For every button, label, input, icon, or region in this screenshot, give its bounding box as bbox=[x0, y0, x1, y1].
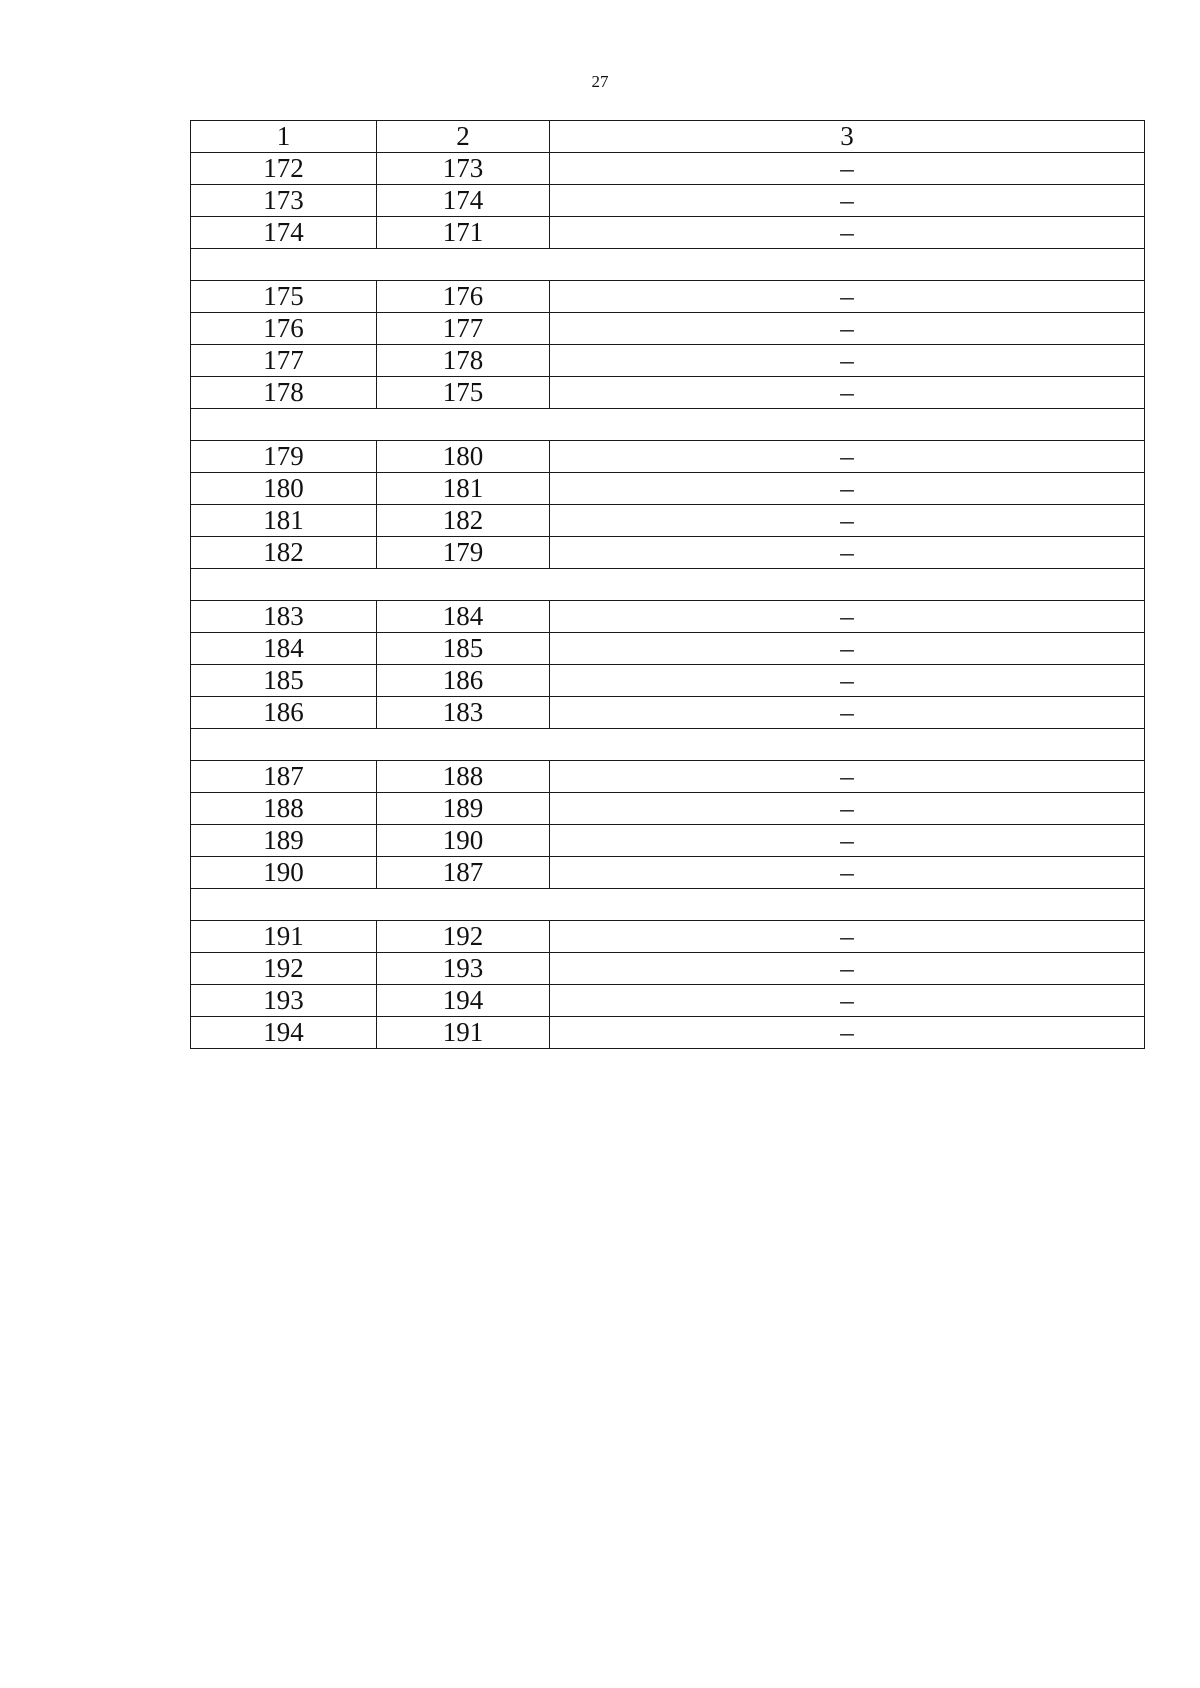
table-row bbox=[191, 505, 1145, 537]
table-cell-col-3: – bbox=[550, 441, 1145, 473]
table-cell-col-2: 179 bbox=[377, 537, 550, 569]
table-cell-col-1: 176 bbox=[191, 313, 377, 345]
table-row bbox=[191, 921, 1145, 953]
group-separator-row bbox=[191, 889, 1145, 921]
table-cell-col-3: – bbox=[550, 217, 1145, 249]
table-cell-col-3: – bbox=[550, 601, 1145, 633]
table-cell-col-3: – bbox=[550, 537, 1145, 569]
table-cell-col-1: 187 bbox=[191, 761, 377, 793]
table-body bbox=[191, 121, 1145, 1049]
group-separator-row bbox=[191, 249, 1145, 281]
table-cell-col-2: 187 bbox=[377, 857, 550, 889]
table-cell-col-3: – bbox=[550, 1017, 1145, 1049]
table-cell-col-2: 185 bbox=[377, 633, 550, 665]
table-cell-col-3: – bbox=[550, 825, 1145, 857]
group-separator-cell bbox=[191, 249, 1145, 281]
table-cell-col-1: 191 bbox=[191, 921, 377, 953]
table-row bbox=[191, 761, 1145, 793]
table-cell-col-3: – bbox=[550, 473, 1145, 505]
table-cell-col-1: 186 bbox=[191, 697, 377, 729]
table-cell-col-1: 172 bbox=[191, 153, 377, 185]
table-cell-col-3: – bbox=[550, 793, 1145, 825]
table-cell-col-3: – bbox=[550, 313, 1145, 345]
group-separator-row bbox=[191, 569, 1145, 601]
table-cell-col-1: 192 bbox=[191, 953, 377, 985]
table-cell-col-2: 193 bbox=[377, 953, 550, 985]
table-cell-col-2: 186 bbox=[377, 665, 550, 697]
table-row bbox=[191, 985, 1145, 1017]
table-header-row bbox=[191, 121, 1145, 153]
table-cell-col-3: – bbox=[550, 985, 1145, 1017]
table-cell-col-3: – bbox=[550, 921, 1145, 953]
table-row bbox=[191, 697, 1145, 729]
table-cell-col-2: 190 bbox=[377, 825, 550, 857]
table-cell-col-3: – bbox=[550, 953, 1145, 985]
table-cell-col-3: – bbox=[550, 505, 1145, 537]
table-row bbox=[191, 825, 1145, 857]
table-cell-col-1: 189 bbox=[191, 825, 377, 857]
table-cell-col-1: 190 bbox=[191, 857, 377, 889]
group-separator-row bbox=[191, 729, 1145, 761]
table-cell-col-1: 184 bbox=[191, 633, 377, 665]
table-row bbox=[191, 473, 1145, 505]
group-separator-cell bbox=[191, 569, 1145, 601]
table-cell-col-1: 182 bbox=[191, 537, 377, 569]
table-cell-col-3: – bbox=[550, 185, 1145, 217]
table-cell-col-2: 188 bbox=[377, 761, 550, 793]
table-cell-col-1: 177 bbox=[191, 345, 377, 377]
table-cell-col-3: – bbox=[550, 697, 1145, 729]
table-row bbox=[191, 633, 1145, 665]
table-cell-col-1: 181 bbox=[191, 505, 377, 537]
connection-table bbox=[190, 120, 1145, 1049]
table-cell-col-2: 177 bbox=[377, 313, 550, 345]
table-cell-col-2: 178 bbox=[377, 345, 550, 377]
table-cell-col-1: 179 bbox=[191, 441, 377, 473]
connection-table-container bbox=[190, 120, 1144, 1049]
table-cell-col-1: 178 bbox=[191, 377, 377, 409]
table-cell-col-2: 180 bbox=[377, 441, 550, 473]
header-cell-col-2: 2 bbox=[377, 121, 550, 153]
table-cell-col-3: – bbox=[550, 345, 1145, 377]
table-cell-col-1: 183 bbox=[191, 601, 377, 633]
table-row bbox=[191, 665, 1145, 697]
table-cell-col-2: 171 bbox=[377, 217, 550, 249]
table-cell-col-2: 173 bbox=[377, 153, 550, 185]
table-row bbox=[191, 441, 1145, 473]
table-cell-col-2: 191 bbox=[377, 1017, 550, 1049]
table-cell-col-2: 182 bbox=[377, 505, 550, 537]
table-row bbox=[191, 185, 1145, 217]
table-cell-col-2: 174 bbox=[377, 185, 550, 217]
table-row bbox=[191, 1017, 1145, 1049]
table-cell-col-3: – bbox=[550, 857, 1145, 889]
table-cell-col-2: 194 bbox=[377, 985, 550, 1017]
group-separator-cell bbox=[191, 729, 1145, 761]
table-cell-col-3: – bbox=[550, 665, 1145, 697]
table-row bbox=[191, 537, 1145, 569]
table-cell-col-2: 189 bbox=[377, 793, 550, 825]
table-cell-col-1: 193 bbox=[191, 985, 377, 1017]
header-cell-col-3: 3 bbox=[550, 121, 1145, 153]
table-row bbox=[191, 857, 1145, 889]
page-number: 27 bbox=[591, 72, 609, 91]
table-row bbox=[191, 153, 1145, 185]
table-cell-col-3: – bbox=[550, 761, 1145, 793]
table-cell-col-2: 181 bbox=[377, 473, 550, 505]
group-separator-row bbox=[191, 409, 1145, 441]
table-cell-col-2: 192 bbox=[377, 921, 550, 953]
table-cell-col-2: 184 bbox=[377, 601, 550, 633]
table-cell-col-2: 175 bbox=[377, 377, 550, 409]
table-cell-col-3: – bbox=[550, 377, 1145, 409]
group-separator-cell bbox=[191, 409, 1145, 441]
table-cell-col-1: 180 bbox=[191, 473, 377, 505]
table-row bbox=[191, 601, 1145, 633]
table-row bbox=[191, 345, 1145, 377]
table-row bbox=[191, 377, 1145, 409]
table-cell-col-2: 183 bbox=[377, 697, 550, 729]
header-cell-col-1: 1 bbox=[191, 121, 377, 153]
table-cell-col-2: 176 bbox=[377, 281, 550, 313]
group-separator-cell bbox=[191, 889, 1145, 921]
table-row bbox=[191, 281, 1145, 313]
table-cell-col-3: – bbox=[550, 633, 1145, 665]
table-cell-col-1: 173 bbox=[191, 185, 377, 217]
table-cell-col-1: 174 bbox=[191, 217, 377, 249]
table-row bbox=[191, 313, 1145, 345]
table-cell-col-1: 194 bbox=[191, 1017, 377, 1049]
table-cell-col-3: – bbox=[550, 281, 1145, 313]
table-row bbox=[191, 953, 1145, 985]
table-cell-col-1: 185 bbox=[191, 665, 377, 697]
table-cell-col-1: 175 bbox=[191, 281, 377, 313]
table-cell-col-1: 188 bbox=[191, 793, 377, 825]
table-cell-col-3: – bbox=[550, 153, 1145, 185]
table-row bbox=[191, 793, 1145, 825]
table-row bbox=[191, 217, 1145, 249]
